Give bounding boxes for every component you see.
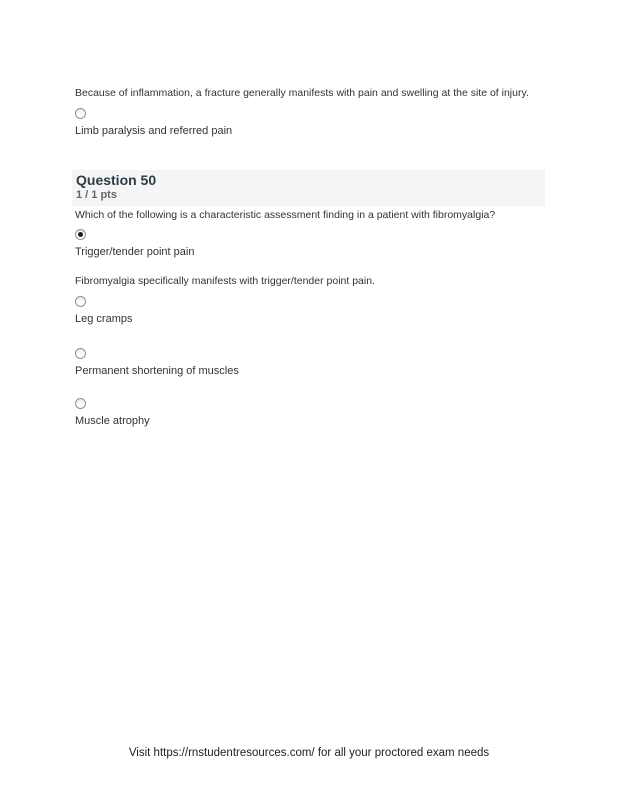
question-header <box>72 170 545 206</box>
answer-option[interactable] <box>72 108 545 139</box>
previous-question-feedback: Because of inflammation, a fracture generally manifests with pain and swelling at the site of injury. <box>75 87 529 99</box>
question-points-badge: 1 / 1 pts <box>76 189 117 201</box>
radio-button[interactable] <box>75 229 86 240</box>
answer-feedback: Fibromyalgia specifically manifests with trigger/tender point pain. <box>75 275 375 287</box>
answer-option[interactable] <box>72 398 545 429</box>
question-title: Question 50 <box>76 172 157 188</box>
footer-text: Visit https://rnstudentresources.com/ for all your proctored exam needs <box>128 747 490 759</box>
answer-option-label: Permanent shortening of muscles <box>75 365 239 377</box>
radio-button[interactable] <box>75 108 86 119</box>
answer-option-label: Muscle atrophy <box>75 415 150 427</box>
radio-button[interactable] <box>75 348 86 359</box>
answer-option-label: Limb paralysis and referred pain <box>75 125 233 137</box>
radio-button[interactable] <box>75 398 86 409</box>
radio-button[interactable] <box>75 296 86 307</box>
answer-option-label: Leg cramps <box>75 313 133 325</box>
question-prompt: Which of the following is a characteristic assessment finding in a patient with fibromyalgia? <box>75 209 496 221</box>
answer-option[interactable] <box>72 296 545 327</box>
answer-option[interactable] <box>72 229 545 260</box>
answer-option[interactable] <box>72 348 545 379</box>
quiz-content-column <box>72 0 545 429</box>
answer-option-label: Trigger/tender point pain <box>75 246 195 258</box>
